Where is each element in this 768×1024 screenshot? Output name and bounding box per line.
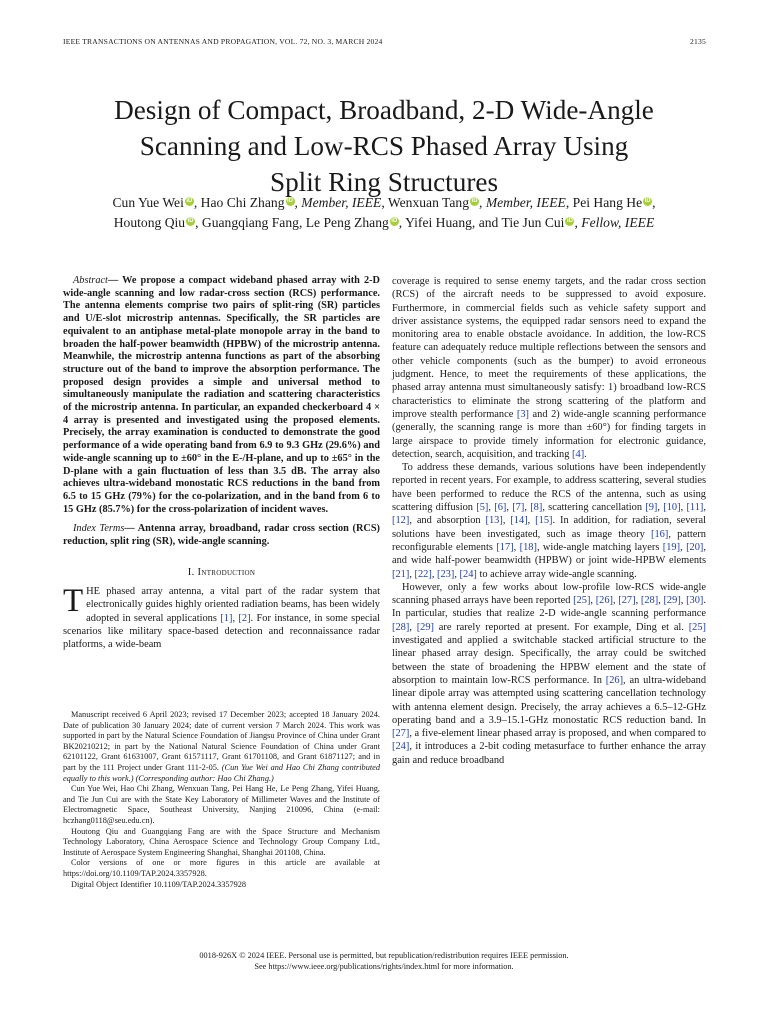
title-line-1: Design of Compact, Broadband, 2-D Wide-Angle — [114, 95, 654, 126]
citation-link[interactable]: [10] — [663, 502, 681, 514]
body-text: are rarely reported at present. For example, Ding et al. — [434, 621, 689, 633]
citation-link[interactable]: [22] — [414, 568, 432, 580]
body-text: , and wide half-power beamwidth (HPBW) or joint wide-HPBW elements — [392, 541, 706, 567]
citation-link[interactable]: [30] — [686, 595, 704, 607]
citation-link[interactable]: [28] — [640, 595, 659, 607]
author-name: Pei Hang He — [572, 195, 643, 210]
copyright-line-2: See https://www.ieee.org/publications/rights/index.html for more information. — [254, 962, 514, 971]
body-text: . In addition, for radiation, several solutions have been investigated, such as image theory — [392, 515, 706, 540]
citation-link[interactable]: [16] — [651, 528, 669, 540]
body-text: to achieve array wide-angle scanning. — [476, 568, 637, 580]
abstract-text: — We propose a compact wideband phased array with 2-D wide-angle scanning and low radar-cross section (RCS) performance. The antenna elements comprise two pairs of split-ring (SR) particles and U/E-slot microstrip antennas. Specifically, the SR particles are equivalent to an antiphase metal-plate monopole array in the band to broaden the half-power beamwidth (HPBW) of the microstrip antenna. Meanwhile, the microstrip antenna functions as part of the absorbing structure out of the band to improve the absorption performance. The proposed design provides a simple and universal method to simultaneously manipulate the radiation and scattering characteristics of the microstrip antenna. In particular, an expanded checkerboard 4 × 4 array is presented and investigated using the proposed elements. Precisely, the array examination is conducted to demonstrate the good performance of a wide operating band from 6.9 to 9.3 GHz (29.6%) and wide-angle scanning up to ±60° in the E-/H-plane, and up to ±65° in the D-plane with a gain fluctuation of less than 3.5 dB. The array also achieves ultra-wideband monostatic RCS reductions in the band from 6.5 to 15 GHz (79%) for the co-polarization, and in the band from 6 to 15 GHz (85.7%) for the cross-polarization of incident waves. — [63, 275, 380, 515]
page-number: 2135 — [690, 37, 706, 46]
citation-link[interactable]: [8] — [530, 502, 543, 514]
body-text: , and absorption — [409, 515, 486, 527]
body-text: , a five-element linear phased array is proposed, and when compared to — [409, 728, 706, 740]
author-name: Guangqiang Fang — [201, 215, 299, 230]
citation-link[interactable]: [9] — [645, 502, 658, 514]
body-paragraph — [392, 275, 706, 461]
citation-link[interactable]: [14] — [510, 515, 528, 527]
orcid-icon[interactable]: iD — [566, 218, 573, 224]
body-text: . In particular, studies that realize 2-D wide-angle scanning performance — [392, 595, 706, 620]
intro-paragraph: THE phased array antenna, a vital part of the radar system that electronically guides highly oriented radiation beams, has been widely adopted in several applications [1], [2]. For instance, in some special scenarios like military space-based detection and reconnaissance radar platforms, a wide-beam — [63, 583, 380, 651]
body-paragraph: To address these demands, various solutions have been independently reported in recent years. For example, to address scattering, several studies have been performed to reduce the RCS of the antenna, such as using scattering diffusion [5], [6], [7], [8], scattering cancellation [9], [10], [11], [12], and absorption [13], [14], [15]. In addition, for radiation, several solutions have been investigated, such as image theory [16], pattern reconfigurable elements [17], [18], wide-angle matching layers [19], [20], and wide half-power beamwidth (HPBW) or joint wide-HPBW elements [21], [22], [23], [24] to achieve array wide-angle scanning. — [392, 462, 707, 580]
footnote-doi: Digital Object Identifier 10.1109/TAP.2024.3357928 — [71, 879, 247, 889]
citation-link[interactable]: [21] — [392, 568, 410, 580]
citation-link[interactable]: [5] — [476, 502, 489, 514]
author-name: Wenxuan Tang — [387, 195, 470, 210]
citation-link[interactable]: [3] — [516, 408, 530, 420]
author-name: Houtong Qiu — [113, 215, 186, 230]
body-text: coverage is required to sense enemy targets, and the radar cross section (RCS) of the aircraft needs to be suppressed to avoid exposure. Furthermore, in commercial fields such as vehicle safety support and driver assistance systems, the equipped radar sensors need to expand the monitoring area to enable obstacle avoidance. In addition, the low-RCS feature can adequately reduce multiple reflections between the sensors and other vehicle components (such as the bumper) to avoid erroneous judgment. Hence, to meet the requirements of these applications, the phased array antenna must simultaneously satisfy: 1) broadband low-RCS characteristics to eliminate the strong scattering of the platform and improve stealth performance — [392, 276, 706, 420]
body-text: . — [584, 448, 587, 460]
index-terms-label: Index Terms — [73, 523, 125, 535]
citation-link[interactable]: [17] — [496, 541, 514, 553]
journal-name: IEEE TRANSACTIONS ON ANTENNAS AND PROPAGATION, VOL. 72, NO. 3, MARCH 2024 — [63, 37, 383, 46]
citation-link[interactable]: [2] — [238, 612, 251, 624]
citation-link[interactable]: [25] — [573, 595, 591, 607]
footnote-affiliation-1: Cun Yue Wei, Hao Chi Zhang, Wenxuan Tang, Pei Hang He, Le Peng Zhang, Yifei Huang, and Tie Jun Cui are with the State Key Laboratory of Millimeter Waves and the Institute of Electromagnetic Space, Southeast University, Nanjing 210096, China (e-mail: hczhang0118@seu.edu.cn). — [63, 784, 380, 825]
author-name: Tie Jun Cui — [501, 215, 565, 230]
left-column — [63, 275, 380, 652]
title-line-2: Scanning and Low-RCS Phased Array Using — [139, 131, 629, 162]
citation-link[interactable]: [18] — [519, 541, 537, 553]
body-text: However, only a few works about low-profile low-RCS wide-angle scanning phased arrays have been reported — [392, 581, 706, 607]
citation-link[interactable]: [29] — [416, 621, 434, 633]
section-title: Introduction — [197, 566, 256, 578]
author-name: Le Peng Zhang — [305, 215, 389, 230]
footnote-manuscript — [63, 710, 380, 784]
title-line-3: Split Ring Structures — [269, 167, 499, 198]
citation-link[interactable]: [6] — [494, 502, 507, 514]
intro-text: HE phased array antenna, a vital part of the radar system that electronically guides highly oriented radiation beams, has been widely adopted in several applications — [86, 586, 380, 624]
citation-link[interactable]: [26] — [595, 595, 613, 607]
copyright-line-1: 0018-926X © 2024 IEEE. Personal use is permitted, but republication/redistribution requires IEEE permission. — [199, 951, 569, 960]
author-list: Cun Yue Wei iD , Hao Chi Zhang iD , Member, IEEE, Wenxuan Tang iD , Member, IEEE, Pei Hang He iD , Houtong Qiu iD , Guangqiang Fang, Le Peng Zhang iD , Yifei Huang, and Tie Jun Cui iD , Fellow, IEEE — [112, 195, 656, 230]
footnote-affiliation-2: Houtong Qiu and Guangqiang Fang are with the Space Structure and Mechanism Technology Laboratory, China Aerospace Science and Technology Group Company Ltd., Institute of Aerospace System Engineering Shanghai, Shanghai 201108, China. — [63, 826, 380, 857]
body-text: , scattering cancellation — [542, 502, 646, 514]
right-column — [392, 275, 706, 767]
author-name: Hao Chi Zhang — [200, 195, 285, 210]
abstract — [63, 275, 380, 516]
citation-link[interactable]: [25] — [688, 621, 706, 633]
citation-link[interactable]: [29] — [663, 595, 681, 607]
citation-link[interactable]: [26] — [605, 674, 624, 686]
body-text: investigated and applied a switchable stacked artificial structure to the linear phased array design. Specifically, the array could be switched between the state of broadening the HPBW element and the state of absorption to maintain low-RCS performance. In — [392, 635, 706, 686]
citation-link[interactable]: [20] — [686, 541, 704, 553]
section-heading — [63, 566, 380, 579]
citation-link[interactable]: [28] — [392, 621, 410, 633]
author-name: Cun Yue Wei — [112, 195, 184, 210]
citation-link[interactable]: [15] — [535, 515, 553, 527]
intro-text: . For instance, in some special scenarios like military space-based detection and reconnaissance radar platforms, a wide-beam — [63, 612, 380, 651]
author-membership: Fellow, IEEE — [581, 215, 655, 230]
orcid-icon[interactable]: iD — [391, 218, 398, 224]
body-text: , wide-angle matching layers — [536, 541, 663, 553]
citation-link[interactable]: [23] — [437, 568, 455, 580]
running-header — [63, 37, 706, 49]
paper-title — [40, 92, 728, 200]
citation-link[interactable]: [19] — [662, 541, 681, 553]
section-number: I. — [187, 566, 195, 578]
copyright-notice — [0, 950, 768, 972]
author-membership: Member, IEEE — [485, 195, 566, 210]
body-text: To address these demands, various solutions have been independently reported in recent years. For example, to address scattering, several studies have been performed to reduce the RCS of the antenna, such as using scattering diffusion — [392, 462, 706, 514]
footnote — [63, 710, 380, 890]
index-terms — [63, 523, 380, 548]
citation-link[interactable]: [27] — [618, 595, 636, 607]
orcid-icon[interactable]: iD — [287, 198, 293, 204]
citation-link[interactable]: [7] — [512, 502, 525, 514]
body-text: , an ultra-wideband linear dipole array was attempted using scattering cancellation technology with antenna element design. Precisely, the array achieves a 6.5–12-GHz operating band and a 3.9–15.1-GHz monostatic RCS reduction band. In — [392, 674, 707, 726]
abstract-label: Abstract — [73, 275, 108, 286]
orcid-icon[interactable]: iD — [471, 198, 478, 204]
citation-link[interactable]: [11] — [686, 502, 704, 514]
citation-link[interactable]: [12] — [392, 515, 410, 527]
author-membership: Member, IEEE — [301, 195, 382, 210]
citation-link[interactable]: [27] — [392, 728, 410, 740]
drop-cap: T — [63, 583, 84, 620]
body-text: , it introduces a 2-bit coding metasurface to further enhance the array gain and reduce broadband — [392, 741, 706, 766]
footnote-text: Manuscript received 6 April 2023; revised 17 December 2023; accepted 18 January 2024. Date of publication 30 January 2024; date of current version 7 March 2024. This work was supported in part by the Natural Science Foundation of Jiangsu Province of China under Grant BK20210212; in part by the National Natural Science Foundation of China under Grant 62101122, Grant 61631007, Grant 61571117, Grant 61701108, and Grant 61871127; and in part by the 111 Project under Grant 111-2-05. — [63, 710, 380, 772]
footnote-italic: (Cun Yue Wei and Hao Chi Zhang contributed equally to this work.) (Corresponding author: Hao Chi Zhang.) — [63, 762, 380, 783]
citation-link[interactable]: [24] — [392, 741, 410, 753]
orcid-icon[interactable]: iD — [186, 198, 193, 204]
author-name: Yifei Huang — [405, 215, 472, 230]
citation-link[interactable]: [13] — [485, 515, 503, 527]
citation-link[interactable]: [1] — [220, 612, 233, 624]
footnote-color-note: Color versions of one or more figures in this article are available at https://doi.org/10.1109/TAP.2024.3357928. — [63, 858, 380, 878]
citation-link[interactable]: [4] — [572, 448, 585, 460]
body-text: and 2) wide-angle scanning performance (generally, the scanning range is more than ±60°) for finding targets in large airspace to provide timely information for electronic guidance, detection, search, acquisition, and tracking — [392, 408, 706, 460]
body-text: , pattern reconfigurable elements — [392, 528, 707, 553]
index-terms-text: — Antenna array, broadband, radar cross section (RCS) reduction, split ring (SR), wide-angle scanning. — [63, 523, 380, 548]
body-paragraph: However, only a few works about low-profile low-RCS wide-angle scanning phased arrays have been reported [25], [26], [27], [28], [29], [30]. In particular, studies that realize 2-D wide-angle scanning performance [28], [29] are rarely reported at present. For example, Ding et al. [25] investigated and applied a switchable stacked artificial structure to the linear phased array design. Specifically, the array could be switched between the state of broadening the HPBW element and the state of absorption to maintain low-RCS performance. In [26], an ultra-wideband linear dipole array was attempted using scattering cancellation technology with antenna element design. Precisely, the array achieves a 6.5–12-GHz operating band and a 3.9–15.1-GHz monostatic RCS reduction band. In [27], a five-element linear phased array is proposed, and when compared to [24], it introduces a 2-bit coding metasurface to further enhance the array gain and reduce broadband — [392, 581, 707, 766]
orcid-icon[interactable]: iD — [187, 218, 194, 224]
orcid-icon[interactable]: iD — [644, 198, 651, 204]
citation-link[interactable]: [24] — [459, 568, 477, 580]
